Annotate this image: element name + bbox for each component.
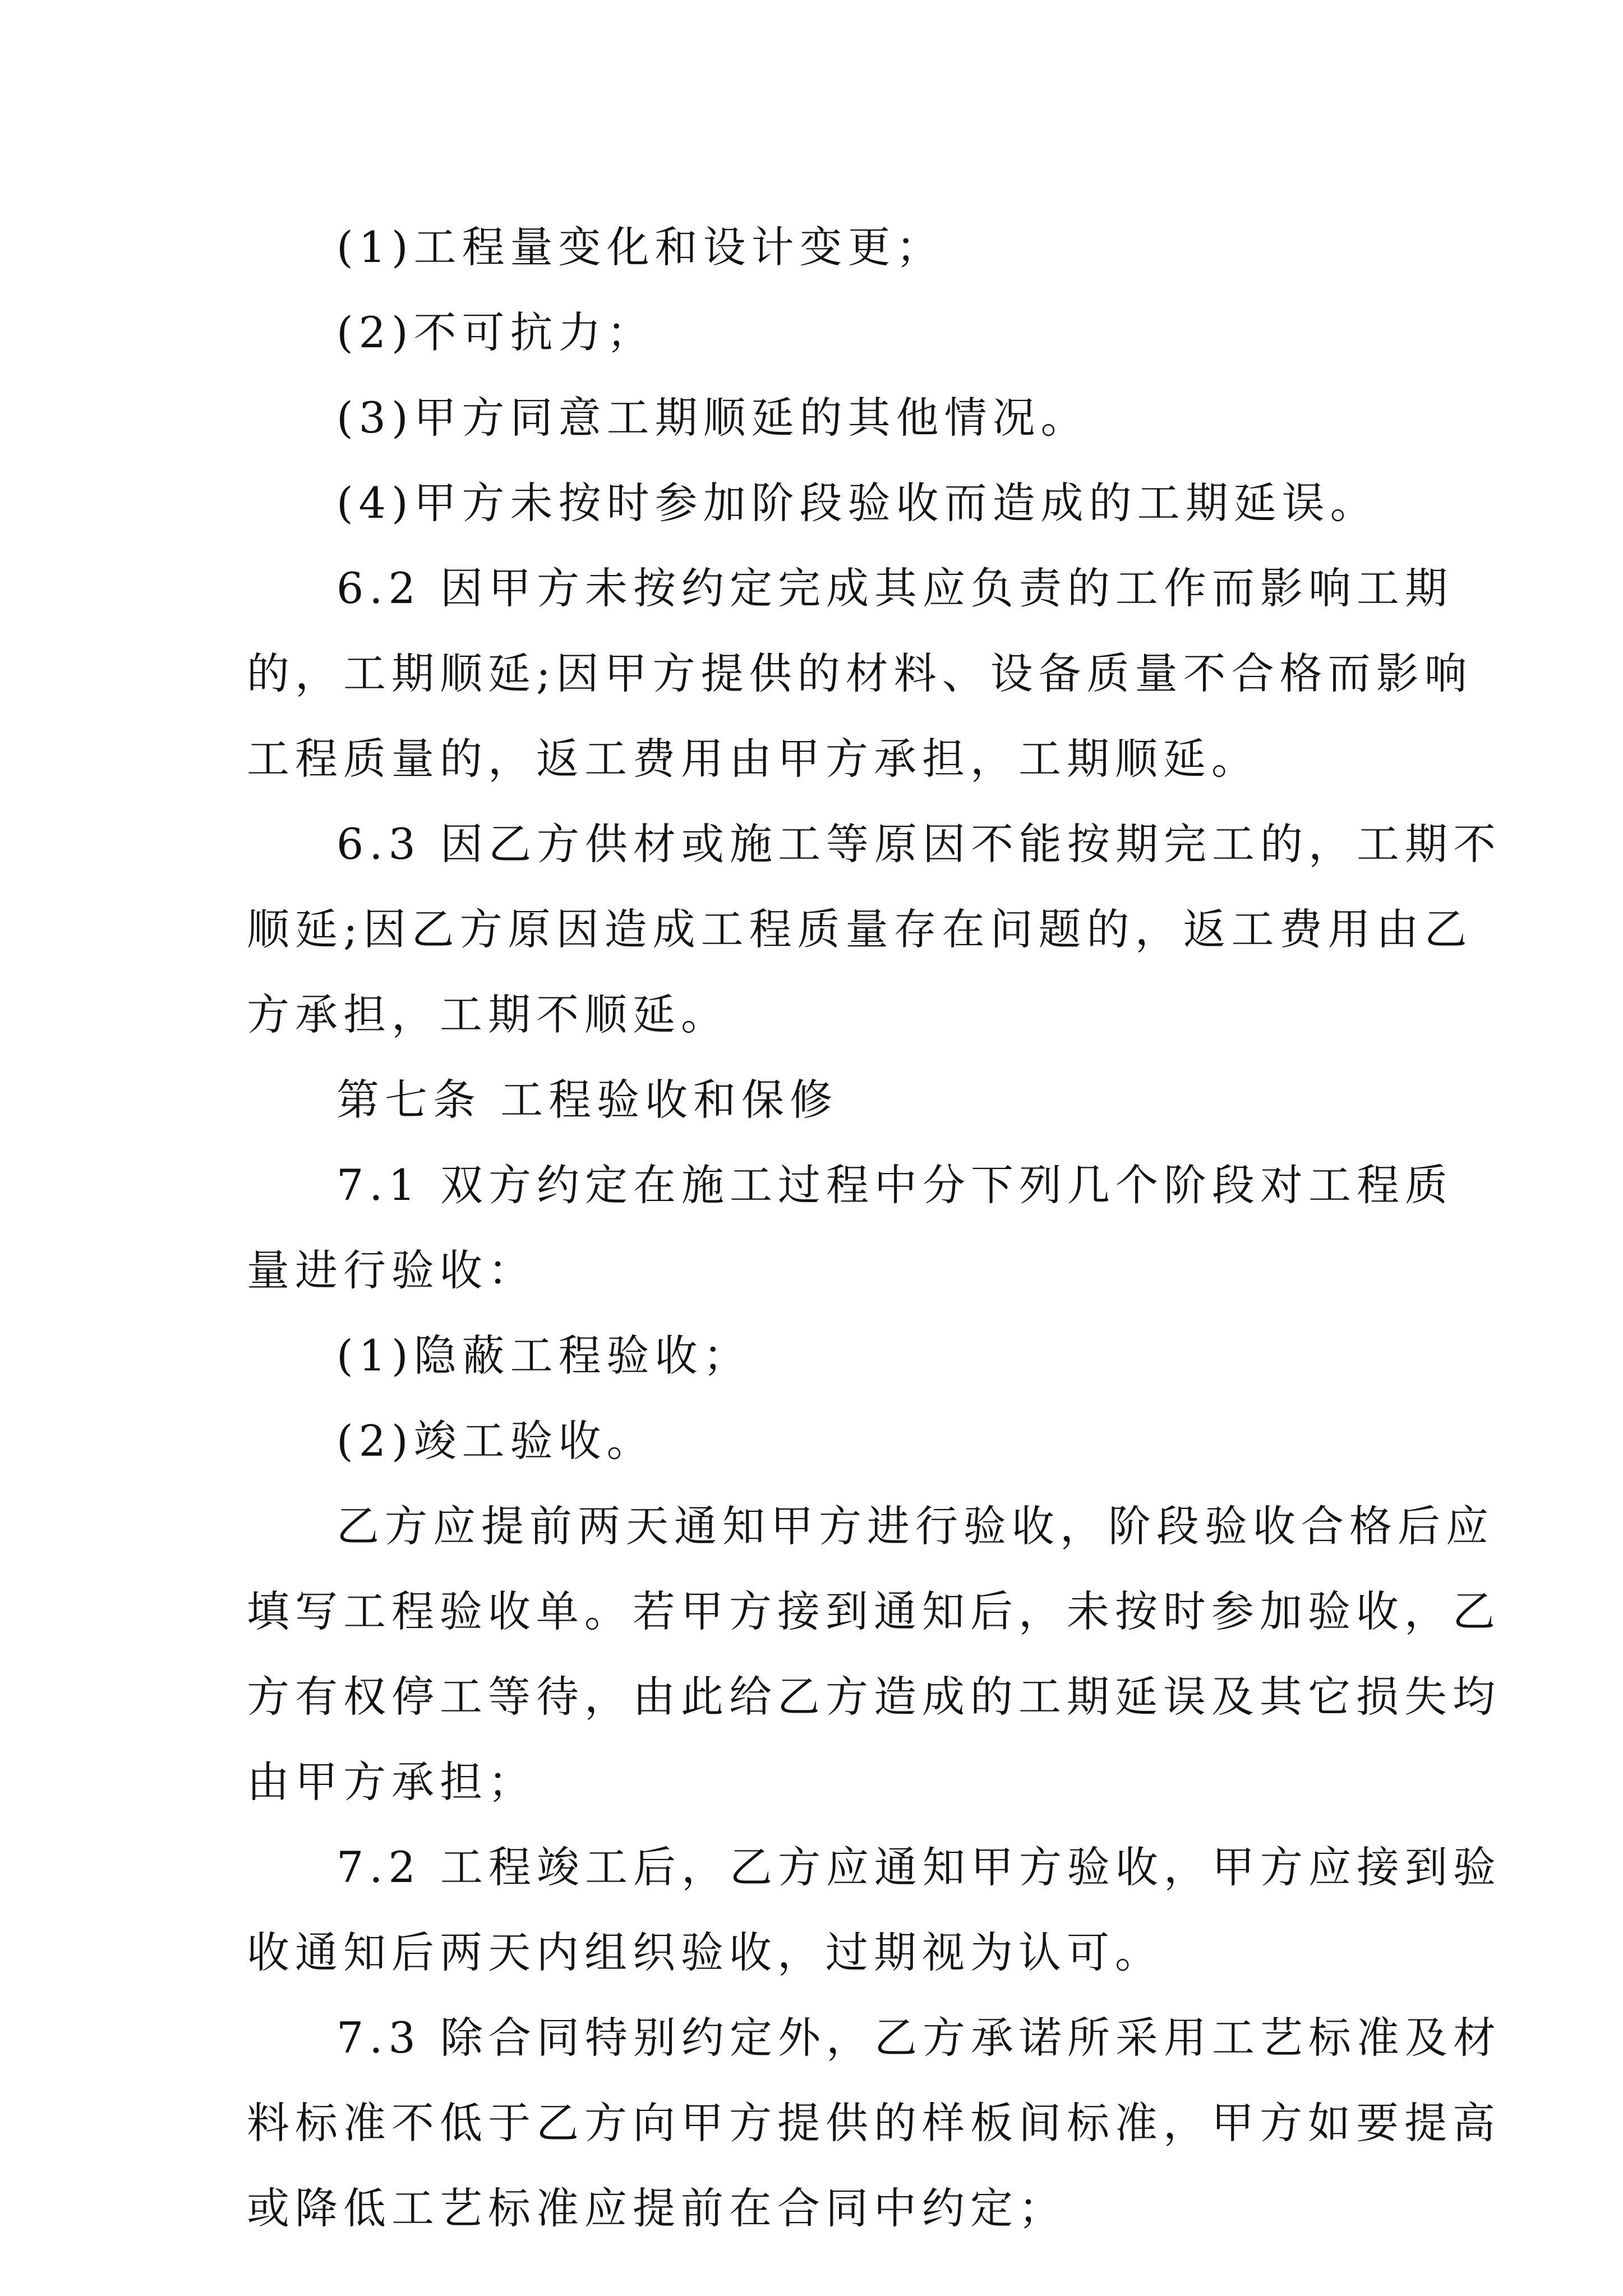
acceptance-paragraph-line-4: 由甲方承担；: [247, 1757, 536, 1807]
clause-6-2-line-1: 6.2 因甲方未按约定完成其应负责的工作而影响工期: [336, 563, 1454, 613]
clause-7-1-item-1: (1)隐蔽工程验收；: [336, 1331, 751, 1381]
clause-item-4: (4)甲方未按时参加阶段验收而造成的工期延误。: [336, 478, 1378, 528]
clause-7-3-line-2: 料标准不低于乙方向甲方提供的样板间标准，甲方如要提高: [247, 2098, 1501, 2148]
clause-6-3-line-2: 顺延;因乙方原因造成工程质量存在问题的，返工费用由乙: [247, 904, 1473, 954]
clause-7-3-line-1: 7.3 除合同特别约定外，乙方承诺所采用工艺标准及材: [336, 2013, 1502, 2063]
clause-6-3-line-3: 方承担，工期不顺延。: [247, 990, 729, 1039]
acceptance-paragraph-line-2: 填写工程验收单。若甲方接到通知后，未按时参加验收，乙: [247, 1586, 1501, 1636]
clause-7-1-line-2: 量进行验收：: [247, 1245, 536, 1295]
clause-7-2-line-1: 7.2 工程竣工后，乙方应通知甲方验收，甲方应接到验: [336, 1842, 1502, 1892]
clause-6-2-line-2: 的，工期顺延;因甲方提供的材料、设备质量不合格而影响: [247, 648, 1473, 698]
clause-7-1-line-1: 7.1 双方约定在施工过程中分下列几个阶段对工程质: [336, 1160, 1454, 1210]
clause-item-3: (3)甲方同意工期顺延的其他情况。: [336, 393, 1089, 443]
clause-7-3-line-3: 或降低工艺标准应提前在合同中约定；: [247, 2183, 1067, 2233]
clause-item-1: (1)工程量变化和设计变更；: [336, 222, 944, 272]
acceptance-paragraph-line-1: 乙方应提前两天通知甲方进行验收，阶段验收合格后应: [336, 1501, 1494, 1551]
clause-6-3-line-1: 6.3 因乙方供材或施工等原因不能按期完工的，工期不: [336, 819, 1502, 869]
clause-item-2: (2)不可抗力；: [336, 307, 655, 357]
article-7-heading: 第七条 工程验收和保修: [336, 1075, 838, 1125]
document-body: [247, 205, 1502, 2251]
clause-7-2-line-2: 收通知后两天内组织验收，过期视为认可。: [247, 1927, 1163, 1977]
acceptance-paragraph-line-3: 方有权停工等待，由此给乙方造成的工期延误及其它损失均: [247, 1672, 1501, 1722]
clause-6-2-line-3: 工程质量的，返工费用由甲方承担，工期顺延。: [247, 734, 1260, 784]
clause-7-1-item-2: (2)竣工验收。: [336, 1416, 655, 1466]
